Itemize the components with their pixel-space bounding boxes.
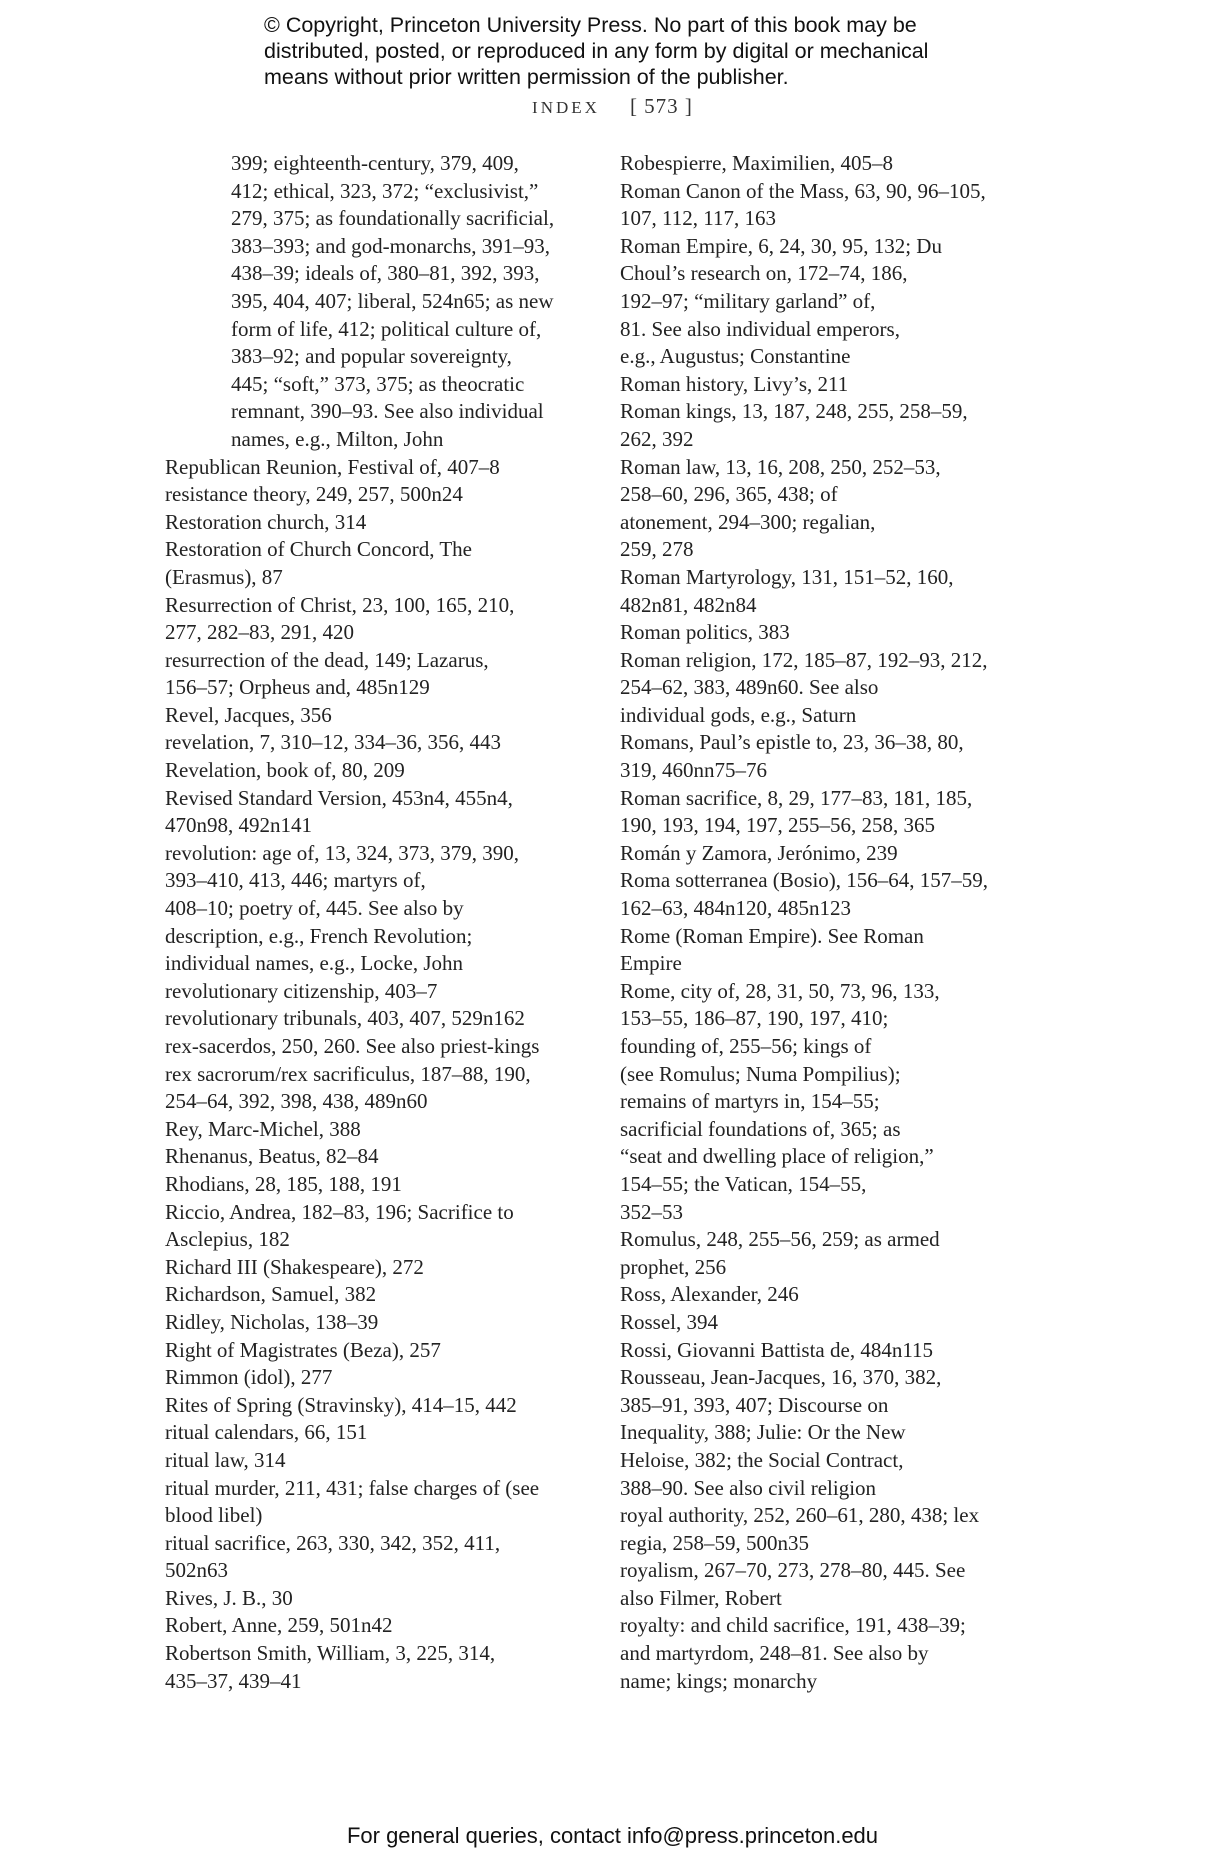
index-entry-line: 412; ethical, 323, 372; “exclusivist,” [231,178,539,203]
index-column-right [620,150,1060,1695]
index-entry-line: resistance theory, 249, 257, 500n24 [165,482,463,507]
index-entry-line: Robespierre, Maximilien, 405–8 [620,151,893,175]
index-entry [620,564,1060,619]
index-entry-line: blood libel) [165,1503,263,1528]
index-entry-line: ritual murder, 211, 431; false charges of (see [165,1475,540,1500]
index-entry [165,1585,585,1613]
index-entry-line: “seat and dwelling place of religion,” [620,1144,934,1169]
index-entry-line: Roman law, 13, 16, 208, 250, 252–53, [620,454,941,479]
index-entry [620,1226,1060,1281]
index-entry-line: ritual sacrifice, 263, 330, 342, 352, 411, [165,1530,501,1555]
index-entry-line: individual gods, e.g., Saturn [620,702,857,727]
index-entry-line: Rives, J. B., 30 [165,1585,293,1610]
index-entry-line: Republican Reunion, Festival of, 407–8 [165,454,500,479]
index-entry-line: Rossi, Giovanni Battista de, 484n115 [620,1337,934,1362]
index-entry [165,1475,585,1530]
index-entry-line: 279, 375; as foundationally sacrificial, [231,206,555,231]
index-entry-line: Ross, Alexander, 246 [620,1282,799,1307]
index-entry-line: also Filmer, Robert [620,1585,782,1610]
index-entry-line: 445; “soft,” 373, 375; as theocratic [231,371,525,396]
index-entry-line: Rossel, 394 [620,1309,719,1334]
index-entry-line: 470n98, 492n141 [165,813,312,838]
index-entry-line: Rhenanus, Beatus, 82–84 [165,1144,379,1169]
index-entry-line: 259, 278 [620,537,694,562]
index-entry-line: Roman Canon of the Mass, 63, 90, 96–105, [620,178,986,203]
index-entry-line: Rimmon (idol), 277 [165,1365,333,1390]
index-entry-line: 352–53 [620,1199,683,1224]
index-entry-line: Román y Zamora, Jerónimo, 239 [620,840,898,865]
index-entry [620,647,1060,730]
index-entry [620,619,1060,647]
index-entry [165,840,585,978]
index-entry-line: 254–64, 392, 398, 438, 489n60 [165,1089,428,1114]
index-entry-line: royal authority, 252, 260–61, 280, 438; lex [620,1503,980,1528]
index-entry-line: Restoration of Church Concord, The [165,537,472,562]
index-entry-line: 162–63, 484n120, 485n123 [620,896,851,921]
index-entry-line: 258–60, 296, 365, 438; of [620,482,838,507]
index-entry-line: ritual law, 314 [165,1447,286,1472]
index-entry-line: and martyrdom, 248–81. See also by [620,1641,929,1666]
index-entry-line: Roman sacrifice, 8, 29, 177–83, 181, 185, [620,785,973,810]
index-entry-line: rex-sacerdos, 250, 260. See also priest-kings [165,1034,540,1058]
index-entry [165,1033,585,1061]
index-entry [620,371,1060,399]
index-entry-line: remains of martyrs in, 154–55; [620,1089,880,1114]
index-entry-line: Roma sotterranea (Bosio), 156–64, 157–59, [620,868,989,893]
index-entry-line: name; kings; monarchy [620,1668,818,1693]
index-entry-line: Rome, city of, 28, 31, 50, 73, 96, 133, [620,978,940,1003]
index-entry-line: Roman history, Livy’s, 211 [620,371,849,396]
copyright-line: means without prior written permission of the publisher. [264,65,789,89]
index-entry-line: 502n63 [165,1558,228,1583]
index-entry [165,1281,585,1309]
index-entry-line: 388–90. See also civil religion [620,1475,877,1500]
index-entry [620,840,1060,868]
index-entry-line: Richard III (Shakespeare), 272 [165,1254,424,1279]
index-entry-line: Revel, Jacques, 356 [165,702,332,727]
index-entry-line: 262, 392 [620,426,694,451]
index-entry [165,978,585,1006]
index-entry-line: Rousseau, Jean-Jacques, 16, 370, 382, [620,1365,942,1390]
index-entry-line: Richardson, Samuel, 382 [165,1282,377,1307]
index-entry-line: Rhodians, 28, 185, 188, 191 [165,1171,402,1196]
index-entry [165,702,585,730]
copyright-notice [264,12,1024,90]
index-entry [620,150,1060,178]
index-entry [165,1116,585,1144]
index-entry [165,1447,585,1475]
index-entry-line: Roman religion, 172, 185–87, 192–93, 212, [620,647,988,672]
index-entry [620,178,1060,233]
index-entry-line: founding of, 255–56; kings of [620,1034,872,1058]
index-entry-line: Inequality, 388; Julie: Or the New [620,1420,906,1445]
index-entry-line: 395, 404, 407; liberal, 524n65; as new [231,288,554,313]
index-entry-line: Resurrection of Christ, 23, 100, 165, 210, [165,592,515,617]
index-entry-line: 277, 282–83, 291, 420 [165,620,354,645]
index-entry-line: (Erasmus), 87 [165,564,283,589]
index-entry [165,1337,585,1365]
index-entry [165,150,585,454]
index-entry-line: 385–91, 393, 407; Discourse on [620,1392,889,1417]
index-entry [620,1612,1060,1695]
index-entry-line: regia, 258–59, 500n35 [620,1530,809,1555]
index-entry-line: Roman Empire, 6, 24, 30, 95, 132; Du [620,233,942,258]
index-entry-line: royalty: and child sacrifice, 191, 438–39; [620,1613,966,1638]
index-entry-line: Roman kings, 13, 187, 248, 255, 258–59, [620,399,968,424]
index-entry-line: 393–410, 413, 446; martyrs of, [165,868,426,893]
index-entry-line: 254–62, 383, 489n60. See also [620,675,879,700]
index-entry [165,1199,585,1254]
index-entry [620,1337,1060,1365]
index-entry-line: Rome (Roman Empire). See Roman [620,923,924,948]
index-entry [165,1419,585,1447]
index-entry-line: names, e.g., Milton, John [231,426,444,451]
index-entry [165,509,585,537]
index-entry-line: 482n81, 482n84 [620,592,757,617]
index-entry-line: 383–92; and popular sovereignty, [231,344,512,369]
index-entry-line: 156–57; Orpheus and, 485n129 [165,675,430,700]
index-entry-line: Revelation, book of, 80, 209 [165,758,405,783]
index-entry-line: Ridley, Nicholas, 138–39 [165,1309,379,1334]
index-entry-line: 192–97; “military garland” of, [620,288,876,313]
index-entry-line: Empire [620,951,682,976]
index-entry [165,592,585,647]
index-entry-line: 81. See also individual emperors, [620,316,900,341]
index-column-left [165,150,585,1695]
index-entry-line: 435–37, 439–41 [165,1668,302,1693]
index-entry-line: 383–393; and god-monarchs, 391–93, [231,233,551,258]
index-entry [165,1143,585,1171]
index-entry [165,536,585,591]
running-head [0,94,1225,119]
index-entry [165,1364,585,1392]
index-entry [620,454,1060,564]
index-entry-line: 154–55; the Vatican, 154–55, [620,1171,867,1196]
index-entry [165,1530,585,1585]
index-entry-line: 190, 193, 194, 197, 255–56, 258, 365 [620,813,935,838]
index-entry-line: Revised Standard Version, 453n4, 455n4, [165,785,513,810]
index-entry-line: Rey, Marc-Michel, 388 [165,1116,361,1141]
index-entry [620,867,1060,922]
index-entry [620,978,1060,1226]
index-entry [165,757,585,785]
index-entry-line: individual names, e.g., Locke, John [165,951,464,976]
index-entry [620,1502,1060,1557]
index-entry-line: royalism, 267–70, 273, 278–80, 445. See [620,1558,966,1583]
index-entry-line: revolutionary citizenship, 403–7 [165,978,438,1003]
index-entry [165,1005,585,1033]
index-entry-line: 408–10; poetry of, 445. See also by [165,896,464,921]
page-number: [ 573 ] [629,94,693,118]
index-entry [165,1612,585,1640]
index-entry-line: Right of Magistrates (Beza), 257 [165,1337,441,1362]
index-entry [620,729,1060,784]
index-entry [620,398,1060,453]
index-entry-line: 319, 460nn75–76 [620,758,767,783]
footer-contact: For general queries, contact info@press.princeton.edu [346,1823,879,1848]
index-entry [620,233,1060,371]
index-entry [165,647,585,702]
index-entry [165,1171,585,1199]
index-entry-line: Riccio, Andrea, 182–83, 196; Sacrifice to [165,1199,514,1224]
copyright-line: © Copyright, Princeton University Press. No part of this book may be [264,13,917,37]
index-entry-line: rex sacrorum/rex sacrificulus, 187–88, 190, [165,1061,531,1086]
index-entry-line: Robert, Anne, 259, 501n42 [165,1613,393,1638]
index-entry-line: Asclepius, 182 [165,1227,290,1252]
index-entry-line: description, e.g., French Revolution; [165,923,473,948]
index-entry-line: prophet, 256 [620,1254,727,1279]
index-entry-line: 153–55, 186–87, 190, 197, 410; [620,1006,889,1031]
index-entry-line: e.g., Augustus; Constantine [620,344,851,369]
index-entry [620,1309,1060,1337]
index-entry [165,785,585,840]
index-entry [165,1640,585,1695]
index-entry-line: resurrection of the dead, 149; Lazarus, [165,647,489,672]
index-entry-line: revolution: age of, 13, 324, 373, 379, 390, [165,840,520,865]
index-entry-line: Romulus, 248, 255–56, 259; as armed [620,1227,940,1252]
index-entry-line: 438–39; ideals of, 380–81, 392, 393, [231,261,540,286]
index-entry [620,785,1060,840]
index-entry [620,1281,1060,1309]
index-entry [165,729,585,757]
index-entry-line: Romans, Paul’s epistle to, 23, 36–38, 80, [620,730,964,755]
index-entry-line: revelation, 7, 310–12, 334–36, 356, 443 [165,730,501,755]
index-entry-line: sacrificial foundations of, 365; as [620,1116,901,1141]
index-entry-line: form of life, 412; political culture of, [231,316,542,341]
index-entry-line: Roman Martyrology, 131, 151–52, 160, [620,564,954,589]
index-entry-line: Rites of Spring (Stravinsky), 414–15, 442 [165,1392,517,1417]
running-head-title: INDEX [532,98,600,117]
index-entry-line: 107, 112, 117, 163 [620,206,776,231]
index-entry-line: atonement, 294–300; regalian, [620,509,876,534]
index-entry [165,481,585,509]
index-entry [620,1557,1060,1612]
index-entry [620,1364,1060,1502]
index-entry-line: Heloise, 382; the Social Contract, [620,1447,904,1472]
index-entry-line: Restoration church, 314 [165,509,367,534]
index-entry-line: revolutionary tribunals, 403, 407, 529n162 [165,1006,525,1031]
index-entry-line: (see Romulus; Numa Pompilius); [620,1061,901,1086]
index-entry [165,454,585,482]
index-entry-line: Choul’s research on, 172–74, 186, [620,261,908,286]
index-entry [165,1061,585,1116]
index-entry-line: 399; eighteenth-century, 379, 409, [231,151,519,175]
index-entry [620,923,1060,978]
index-entry-line: Roman politics, 383 [620,620,790,645]
copyright-line: distributed, posted, or reproduced in any form by digital or mechanical [264,39,929,63]
index-entry [165,1392,585,1420]
index-entry-line: ritual calendars, 66, 151 [165,1420,368,1445]
index-entry-line: Robertson Smith, William, 3, 225, 314, [165,1641,496,1666]
index-entry [165,1254,585,1282]
index-entry [165,1309,585,1337]
index-entry-line: remnant, 390–93. See also individual [231,399,544,424]
